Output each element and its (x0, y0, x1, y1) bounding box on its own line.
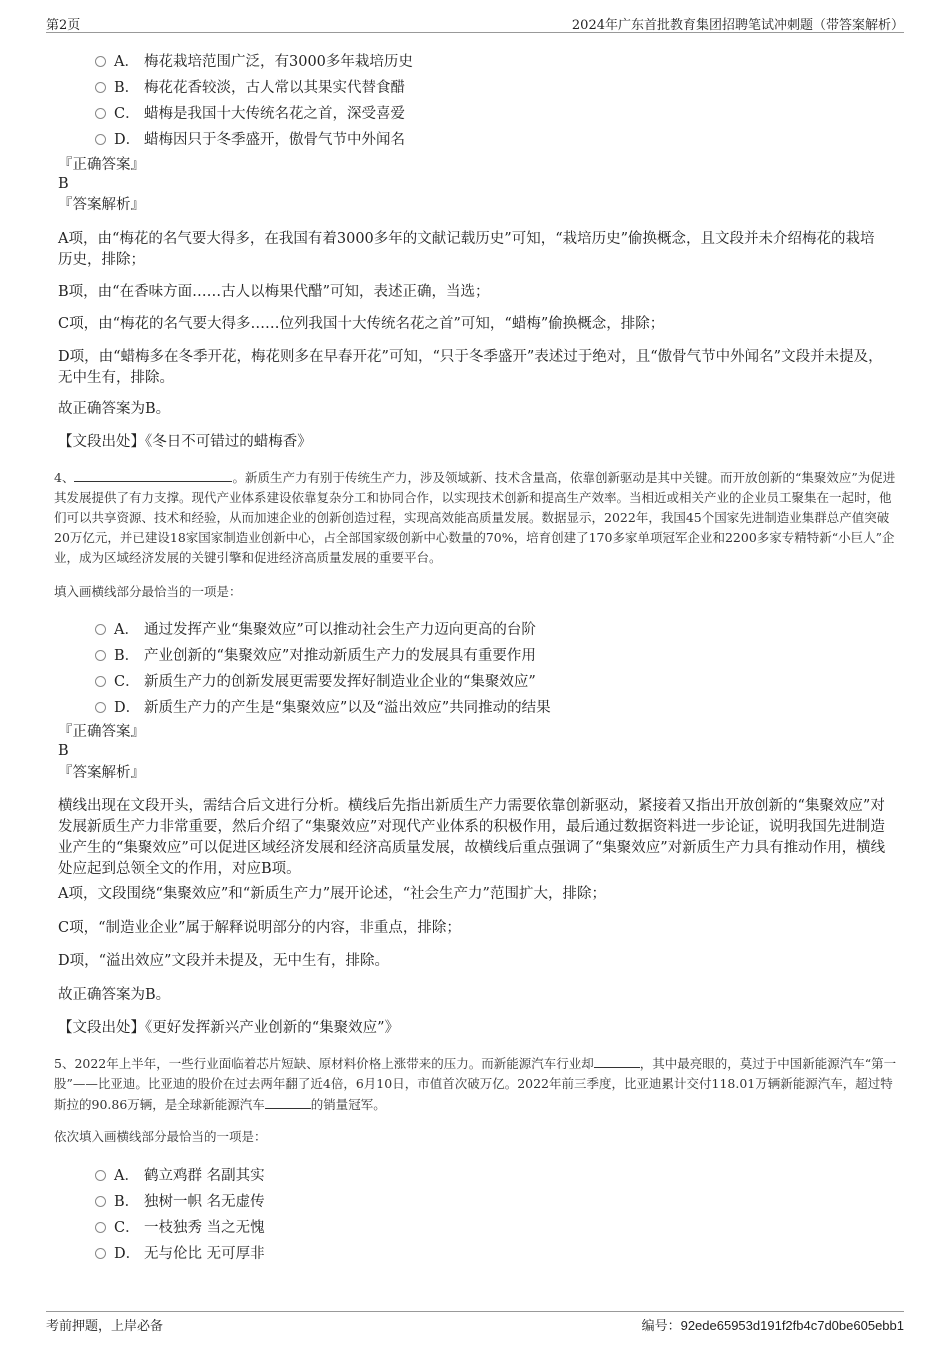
radio-icon[interactable] (95, 134, 106, 145)
radio-icon[interactable] (95, 676, 106, 687)
radio-icon[interactable] (95, 1248, 106, 1259)
radio-icon[interactable] (95, 624, 106, 635)
radio-icon[interactable] (95, 1222, 106, 1233)
q3-option-d[interactable]: D． 蜡梅因只于冬季盛开，傲骨气节中外闻名 (95, 128, 405, 149)
page-footer (46, 1311, 904, 1334)
q4-prompt: 填入画横线部分最恰当的一项是： (54, 584, 242, 599)
radio-icon[interactable] (95, 1196, 106, 1207)
document-title: 2024年广东首批教育集团招聘笔试冲刺题（带答案解析） (571, 18, 904, 33)
q4-blank (74, 467, 232, 482)
radio-icon[interactable] (95, 108, 106, 119)
q5-option-b[interactable]: B． 独树一帜 名无虚传 (95, 1190, 265, 1211)
footer-code: 编号：92ede65953d191f2fb4c7d0be605ebb1 (641, 1318, 904, 1334)
q4-option-b[interactable]: B． 产业创新的“集聚效应”对推动新质生产力的发展具有重要作用 (95, 644, 536, 665)
radio-icon[interactable] (95, 650, 106, 661)
q5-prompt: 依次填入画横线部分最恰当的一项是： (54, 1129, 267, 1144)
q3-analysis-b: B项，由“在香味方面……古人以梅果代醋”可知，表述正确，当选； (58, 284, 490, 300)
footer-slogan: 考前押题，上岸必备 (46, 1319, 164, 1334)
q4-analysis-label: 『答案解析』 (58, 765, 145, 781)
q5-option-c[interactable]: C． 一枝独秀 当之无愧 (95, 1216, 265, 1237)
q3-analysis-d: D项，由“蜡梅多在冬季开花，梅花则多在早春开花”可知，“只于冬季盛开”表述过于绝对，且“傲骨气节中外闻名”文段并未提及，无中生有，排除。 (58, 349, 883, 386)
q4-option-d[interactable]: D． 新质生产力的产生是“集聚效应”以及“溢出效应”共同推动的结果 (95, 696, 551, 717)
q4-option-a[interactable]: A． 通过发挥产业“集聚效应”可以推动社会生产力迈向更高的台阶 (95, 618, 536, 639)
q5-option-a[interactable]: A． 鹤立鸡群 名副其实 (95, 1164, 265, 1185)
q3-source: 【文段出处】《冬日不可错过的蜡梅香》 (58, 434, 312, 450)
q3-analysis-a: A项，由“梅花的名气要大得多，在我国有着3000多年的文献记载历史”可知，“栽培历史”偷换概念，且文段并未介绍梅花的栽培历史，排除； (58, 231, 875, 268)
q4-analysis-c: C项，“制造业企业”属于解释说明部分的内容，非重点，排除； (58, 920, 461, 936)
radio-icon[interactable] (95, 82, 106, 93)
q5-blank-2 (265, 1094, 311, 1109)
q5-option-d[interactable]: D． 无与伦比 无可厚非 (95, 1242, 265, 1263)
q4-analysis-main: 横线出现在文段开头，需结合后文进行分析。横线后先指出新质生产力需要依靠创新驱动，紧接着又指出开放创新的“集聚效应”对发展新质生产力非常重要，然后介绍了“集聚效应”对现代产业体系的积极作用，最后通过数据资料进一步论证，说明我国先进制造业产生的“集聚效应”可以促进区域经济发展和经济高质量发展，故横线后重点强调了“集聚效应”对新质生产力具有推动作用，横线处应起到总领全文的作用，对应B项。 (58, 798, 886, 877)
radio-icon[interactable] (95, 56, 106, 67)
q4-source: 【文段出处】《更好发挥新兴产业创新的“集聚效应”》 (58, 1020, 400, 1036)
q3-option-b[interactable]: B． 梅花花香较淡，古人常以其果实代替食醋 (95, 76, 405, 97)
radio-icon[interactable] (95, 1170, 106, 1181)
q4-conclusion: 故正确答案为B。 (58, 987, 171, 1003)
q3-analysis-label: 『答案解析』 (58, 197, 145, 213)
q3-conclusion: 故正确答案为B。 (58, 401, 171, 417)
q3-answer-label: 『正确答案』 (58, 157, 145, 173)
q4-answer: B (58, 743, 69, 759)
q4-option-c[interactable]: C． 新质生产力的创新发展更需要发挥好制造业企业的“集聚效应” (95, 670, 536, 691)
radio-icon[interactable] (95, 702, 106, 713)
q3-answer: B (58, 176, 69, 192)
q4-analysis-a: A项，文段围绕“集聚效应”和“新质生产力”展开论述，“社会生产力”范围扩大，排除； (58, 886, 606, 902)
page-number: 第2页 (46, 18, 81, 33)
q4-answer-label: 『正确答案』 (58, 724, 145, 740)
q3-option-a[interactable]: A． 梅花栽培范围广泛，有3000多年栽培历史 (95, 50, 413, 71)
q3-option-c[interactable]: C． 蜡梅是我国十大传统名花之首，深受喜爱 (95, 102, 405, 123)
q5-blank-1 (594, 1053, 640, 1068)
page-header (46, 14, 904, 33)
q5-stem: 5、2022年上半年，一些行业面临着芯片短缺、原材料价格上涨带来的压力。而新能源汽车行业却 ，其中最亮眼的，莫过于中国新能源汽车“第一股”——比亚迪。比亚迪的股价在过去两年翻了近4倍，6月10日，市值首次破万亿。2022年前三季度，比亚迪累计交付118.01万辆新能源汽车，超过特斯拉的90.86万辆，是全球新能源汽车 的销量冠军。 (54, 1053, 898, 1115)
q4-analysis-d: D项，“溢出效应”文段并未提及，无中生有，排除。 (58, 953, 389, 969)
q3-analysis-c: C项，由“梅花的名气要大得多……位列我国十大传统名花之首”可知，“蜡梅”偷换概念，排除； (58, 316, 665, 332)
q4-stem: 4、 。新质生产力有别于传统生产力，涉及领域新、技术含量高，依靠创新驱动是其中关键。而开放创新的“集聚效应”为促进其发展提供了有力支撑。现代产业体系建设依靠复杂分工和协同合作，以实现技术创新和提高生产效率。当相近或相关产业的企业员工聚集在一起时，他们可以共享资源、技术和经验，从而加速企业的创新创造过程，实现高效能高质量发展。数据显示，2022年，我国45个国家先进制造业集群总产值突破20万亿元，并已建设18家国家制造业创新中心，占全部国家级创新中心数量的70%，培育创建了170多家单项冠军企业和2200多家专精特新“小巨人”企业，成为区域经济发展的关键引擎和促进经济高质量发展的重要平台。 (54, 467, 898, 568)
